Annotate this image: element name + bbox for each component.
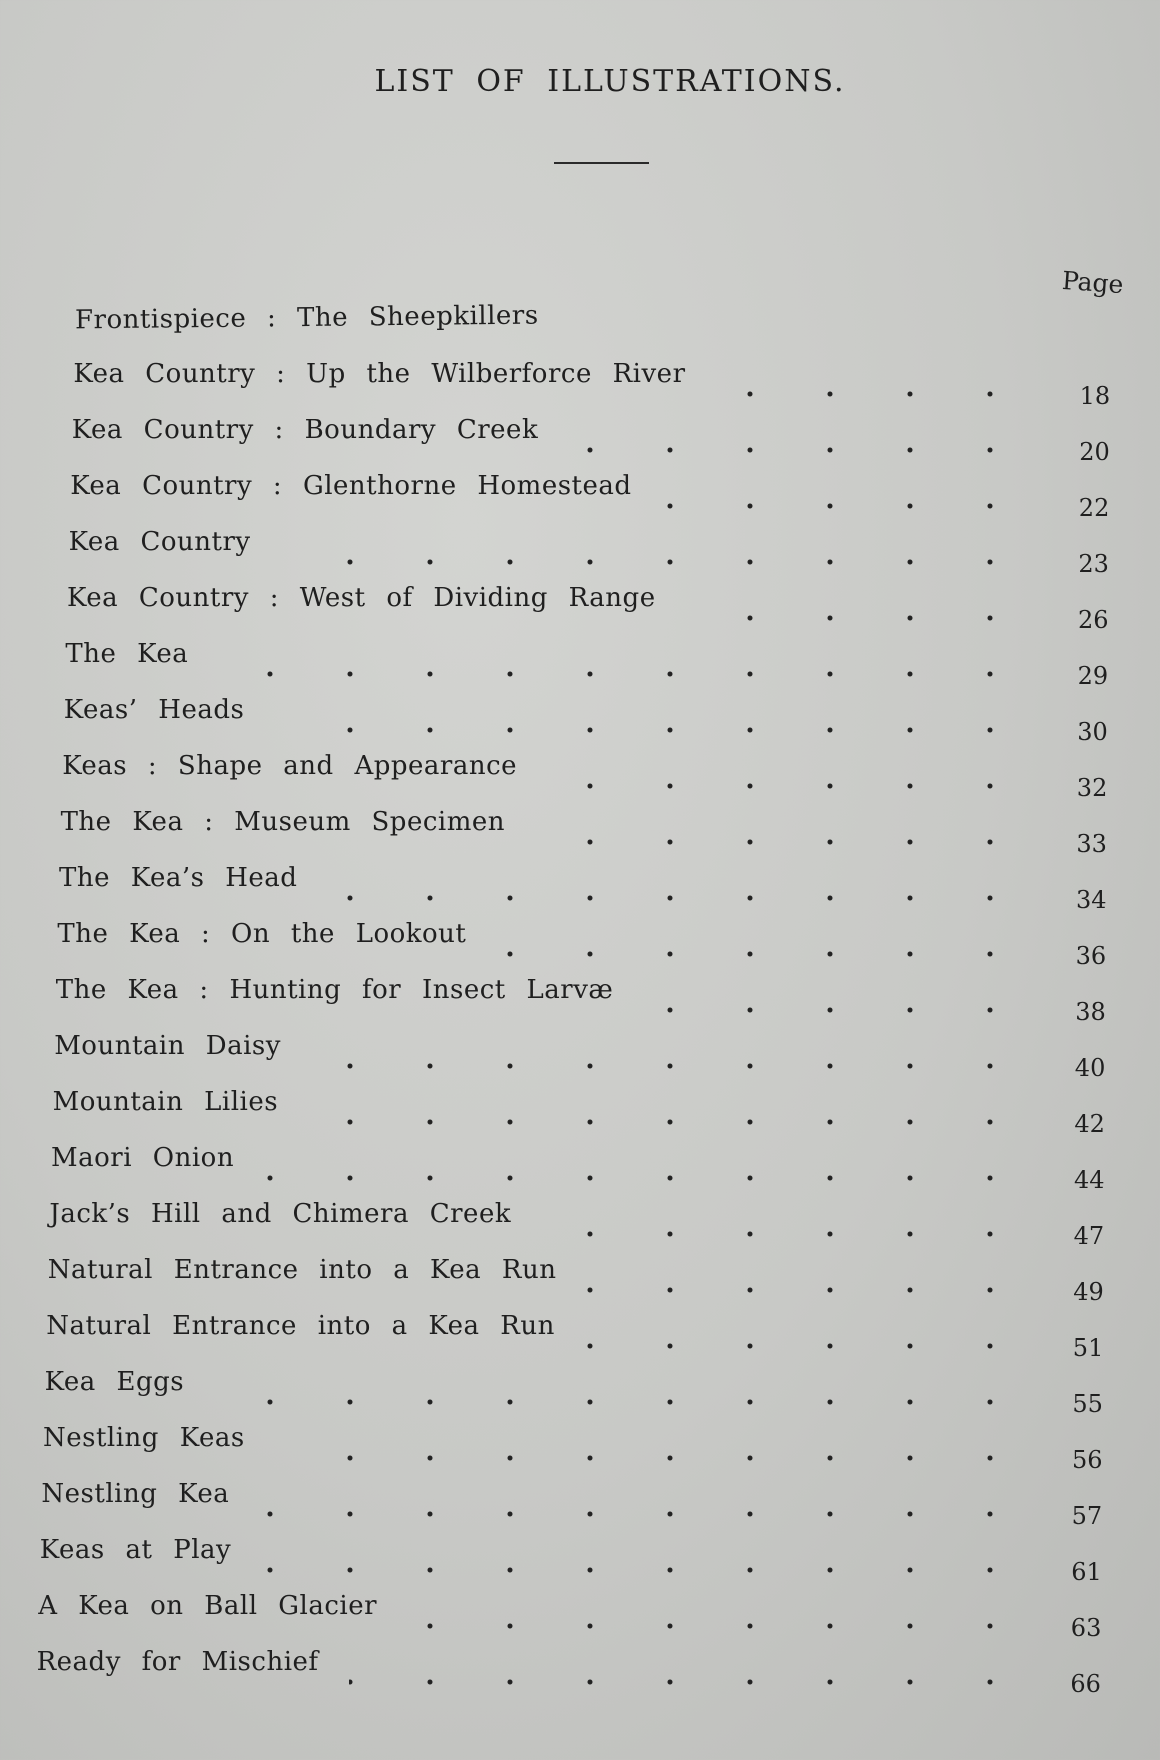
page-number: 18 <box>1079 382 1111 410</box>
dot-leader <box>407 1622 1030 1630</box>
list-item <box>56 970 614 1010</box>
illustration-title: A Kea on Ball Glacier <box>38 1591 378 1621</box>
page-number: 49 <box>1073 1278 1104 1306</box>
page-number: 42 <box>1074 1110 1105 1138</box>
illustration-title: Nestling Keas <box>43 1423 245 1453</box>
page-number: 63 <box>1070 1614 1102 1642</box>
illustration-title: Mountain Daisy <box>54 1031 281 1061</box>
dot-leader <box>585 1342 1030 1350</box>
dot-leader <box>644 1006 1030 1014</box>
dot-leader <box>308 1118 1030 1126</box>
dot-leader <box>261 1566 1030 1574</box>
list-item <box>37 1642 319 1682</box>
page-number: 23 <box>1078 550 1109 578</box>
illustration-title: Kea Eggs <box>44 1367 185 1397</box>
dot-leader <box>686 614 1030 622</box>
list-item <box>67 578 656 618</box>
illustration-title: The Kea : On the Lookout <box>57 919 467 949</box>
page-number: 38 <box>1075 998 1106 1026</box>
page-column-header: Page <box>1061 265 1125 300</box>
dot-leader <box>327 894 1030 902</box>
page-number: 55 <box>1072 1390 1103 1418</box>
list-item <box>54 1026 281 1066</box>
list-item <box>46 1306 555 1346</box>
list-item <box>40 1530 231 1570</box>
list-item <box>59 858 297 898</box>
dot-leader <box>541 1230 1030 1238</box>
dot-leader <box>259 1510 1030 1518</box>
page-number: 56 <box>1072 1446 1103 1474</box>
page-number: 44 <box>1074 1166 1105 1194</box>
illustration-title: Natural Entrance into a Kea Run <box>47 1255 557 1285</box>
illustration-title: Kea Country <box>68 527 251 557</box>
illustration-title: The Kea’s Head <box>59 863 298 893</box>
illustration-title: Keas’ Heads <box>63 695 245 725</box>
list-item <box>61 802 505 842</box>
dot-leader <box>496 950 1030 958</box>
list-item <box>65 634 188 674</box>
page-number: 40 <box>1074 1054 1106 1082</box>
page-number: 32 <box>1076 774 1108 802</box>
page-number: 34 <box>1076 886 1107 914</box>
list-item <box>38 1586 377 1626</box>
list-item <box>73 354 685 394</box>
page-title: LIST OF ILLUSTRATIONS. <box>374 64 846 99</box>
illustration-title: Keas at Play <box>39 1535 232 1565</box>
dot-leader <box>311 1062 1030 1070</box>
dot-leader <box>218 670 1030 678</box>
list-item <box>70 466 631 506</box>
list-item <box>69 522 251 562</box>
illustration-title: Kea Country : Glenthorne Homestead <box>70 471 632 501</box>
list-item <box>43 1418 245 1458</box>
illustration-title: The Kea : Museum Specimen <box>60 807 505 837</box>
illustration-title: Jack’s Hill and Chimera Creek <box>49 1199 512 1229</box>
dot-leader <box>587 1286 1030 1294</box>
dot-leader <box>568 446 1030 454</box>
dot-leader <box>275 726 1030 734</box>
page-number: 30 <box>1077 718 1108 746</box>
illustration-title: Ready for Mischief <box>36 1647 319 1677</box>
list-item <box>57 914 466 954</box>
illustration-title: Frontispiece : The Sheepkillers <box>74 300 539 336</box>
illustration-title: Kea Country : Up the Wilberforce River <box>73 359 686 389</box>
list-item <box>62 746 517 786</box>
list-item <box>64 690 245 730</box>
illustration-title: The Kea : Hunting for Insect Larvæ <box>55 975 614 1005</box>
list-item <box>75 296 539 341</box>
list-item <box>53 1082 278 1122</box>
list-item <box>51 1138 234 1178</box>
dot-leader <box>264 1174 1030 1182</box>
list-item <box>49 1194 511 1234</box>
dot-leader <box>349 1678 1030 1686</box>
dot-leader <box>715 390 1030 398</box>
page-number: 29 <box>1077 662 1109 690</box>
page-number: 26 <box>1078 606 1109 634</box>
dot-leader <box>661 502 1030 510</box>
list-item <box>48 1250 557 1290</box>
dot-leader <box>275 1454 1030 1462</box>
illustration-title: Nestling Kea <box>41 1479 230 1509</box>
page-number: 51 <box>1072 1334 1104 1362</box>
dot-leader <box>547 782 1030 790</box>
page-number: 36 <box>1075 942 1107 970</box>
dot-leader <box>281 558 1030 566</box>
dot-leader <box>535 838 1030 846</box>
page-number: 22 <box>1078 494 1110 522</box>
illustration-title: Keas : Shape and Appearance <box>62 751 518 781</box>
page-number: 33 <box>1076 830 1107 858</box>
illustration-title: Kea Country : Boundary Creek <box>71 415 539 445</box>
dot-leader <box>215 1398 1030 1406</box>
illustration-title: Kea Country : West of Dividing Range <box>67 583 656 613</box>
page-number: 57 <box>1071 1502 1103 1530</box>
page-number: 61 <box>1071 1558 1102 1586</box>
illustration-title: Natural Entrance into a Kea Run <box>46 1311 555 1341</box>
list-item <box>45 1362 185 1402</box>
page-number: 66 <box>1070 1670 1101 1698</box>
title-rule <box>554 162 649 164</box>
illustration-title: Mountain Lilies <box>52 1087 279 1117</box>
page-number: 20 <box>1079 438 1110 466</box>
illustration-title: Maori Onion <box>51 1143 235 1173</box>
illustration-title: The Kea <box>65 639 189 669</box>
list-item <box>72 410 538 450</box>
page-number: 47 <box>1073 1222 1105 1250</box>
list-item <box>41 1474 229 1514</box>
